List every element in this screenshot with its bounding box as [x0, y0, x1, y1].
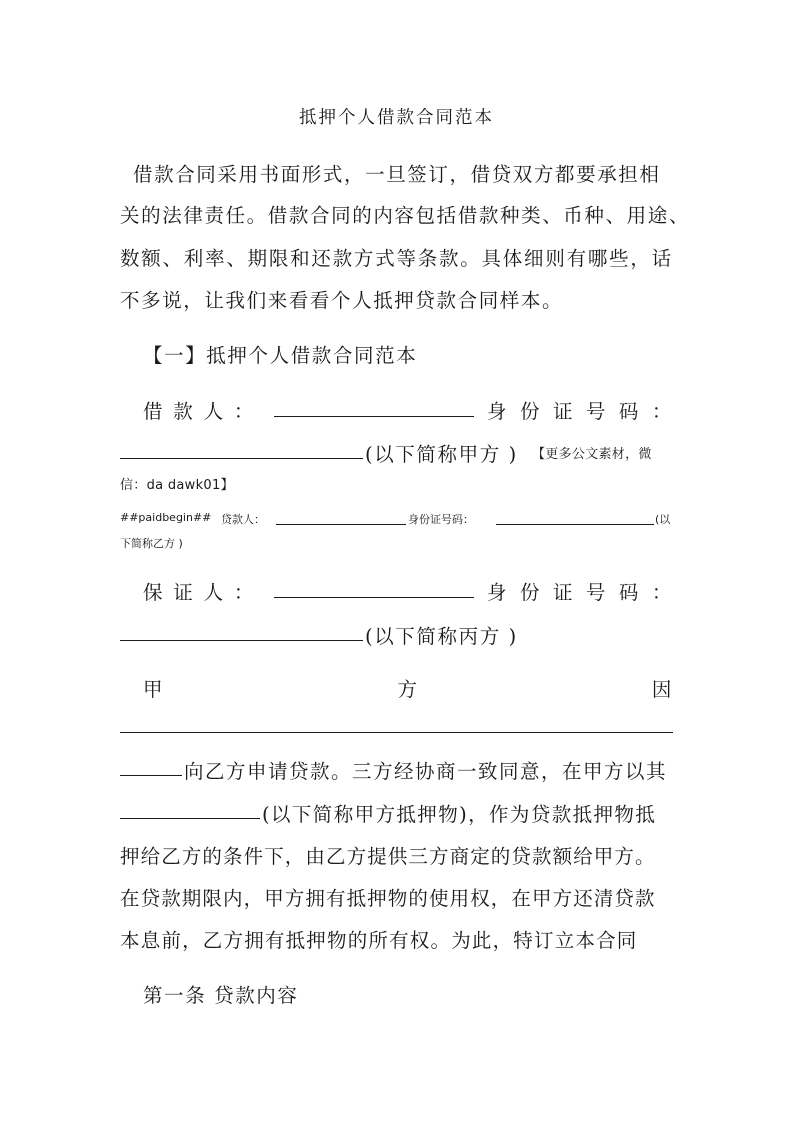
id-label-char: 号 [585, 581, 608, 604]
guarantor-label-char: ： [233, 581, 255, 604]
guarantor-label-char: 人 [203, 581, 225, 604]
article-1-heading: 第一条 贷款内容 [143, 984, 299, 1007]
id-label-char: ： [651, 400, 673, 423]
paid-marker: ##paidbegin## [120, 511, 212, 524]
id-label-char: 身 [487, 581, 509, 604]
id-label-char: ： [651, 581, 673, 604]
guarantor-id-field[interactable] [120, 620, 363, 641]
body-char: 方 [397, 678, 419, 701]
intro-line-1: 借款合同采用书面形式，一旦签订，借贷双方都要承担相 [133, 163, 661, 186]
body-line-4: 押给乙方的条件下，由乙方提供三方商定的贷款额给甲方。 [120, 845, 656, 868]
id-label-char: 份 [519, 400, 542, 423]
lender-id-field[interactable] [496, 511, 654, 525]
guarantor-id-label [487, 577, 673, 605]
guarantor-name-field[interactable] [274, 577, 474, 598]
lender-line-2: 下简称乙方 ) [120, 537, 183, 550]
body-char: 因 [651, 678, 673, 701]
collateral-field[interactable] [120, 798, 260, 819]
promo-note-cont: 信：da dawk01】 [120, 478, 234, 493]
borrower-suffix: (以下简称甲方 ) [365, 443, 518, 466]
borrower-id-label [487, 396, 673, 424]
intro-line-4: 不多说，让我们来看看个人抵押贷款合同样本。 [120, 289, 564, 312]
promo-note: 【更多公文素材，微 [532, 447, 652, 462]
borrower-label [143, 396, 255, 424]
borrower-id-row [120, 438, 673, 466]
borrower-name-field[interactable] [274, 396, 474, 417]
guarantor-row [143, 577, 673, 605]
lender-row [120, 511, 673, 529]
id-label-char: 证 [552, 581, 575, 604]
guarantor-label-char: 保 [143, 581, 165, 604]
borrower-label-char: 人 [203, 400, 225, 423]
borrower-id-field[interactable] [120, 438, 363, 459]
id-label-char: 码 [618, 581, 640, 604]
body-line-6: 本息前，乙方拥有抵押物的所有权。为此，特订立本合同 [120, 929, 638, 952]
body-text-3: (以下简称甲方抵押物)，作为贷款抵押物抵 [262, 803, 657, 826]
lender-suffix: (以 [655, 513, 671, 526]
guarantor-label [143, 577, 255, 605]
body-line-5: 在贷款期限内，甲方拥有抵押物的使用权，在甲方还清贷款 [120, 887, 656, 910]
id-label-char: 号 [585, 400, 608, 423]
intro-line-2: 关 的 法 律 责 任 。 借 款 合 同 的 内 容 包 括 借 款 种 类 、 币 种 、 用 途 、 [120, 204, 690, 227]
id-label-char: 码 [618, 400, 640, 423]
reason-field[interactable] [120, 712, 673, 733]
guarantor-suffix: (以下简称丙方 ) [365, 625, 518, 648]
reason-field-cont[interactable] [120, 755, 182, 776]
borrower-label-char: 借 [143, 400, 165, 423]
id-label-char: 证 [552, 400, 575, 423]
body-line-2 [120, 755, 673, 783]
borrower-label-char: 款 [173, 400, 195, 423]
lender-name-field[interactable] [276, 511, 406, 525]
id-label-char: 份 [519, 581, 542, 604]
guarantor-id-row [120, 620, 673, 648]
body-char: 甲 [143, 678, 165, 701]
section-heading: 【一】抵押个人借款合同范本 [143, 344, 418, 367]
document-title: 抵押个人借款合同范本 [299, 108, 494, 128]
intro-line-3: 数 额 、 利 率 、 期 限 和 还 款 方 式 等 条 款 。 具 体 细 则 有 哪 些 ， 话 [120, 247, 673, 270]
id-label-char: 身 [487, 400, 509, 423]
borrower-row [143, 396, 673, 424]
guarantor-label-char: 证 [173, 581, 195, 604]
body-line-3 [120, 798, 673, 826]
body-text-2: 向乙方申请贷款。三方经协商一致同意，在甲方以其 [184, 760, 668, 783]
body-line-1 [143, 674, 673, 702]
borrower-label-char: ： [233, 400, 255, 423]
reason-field-row [120, 712, 673, 738]
lender-id-label: 身份证号码： [408, 513, 474, 526]
lender-label: 贷款人： [221, 513, 265, 526]
